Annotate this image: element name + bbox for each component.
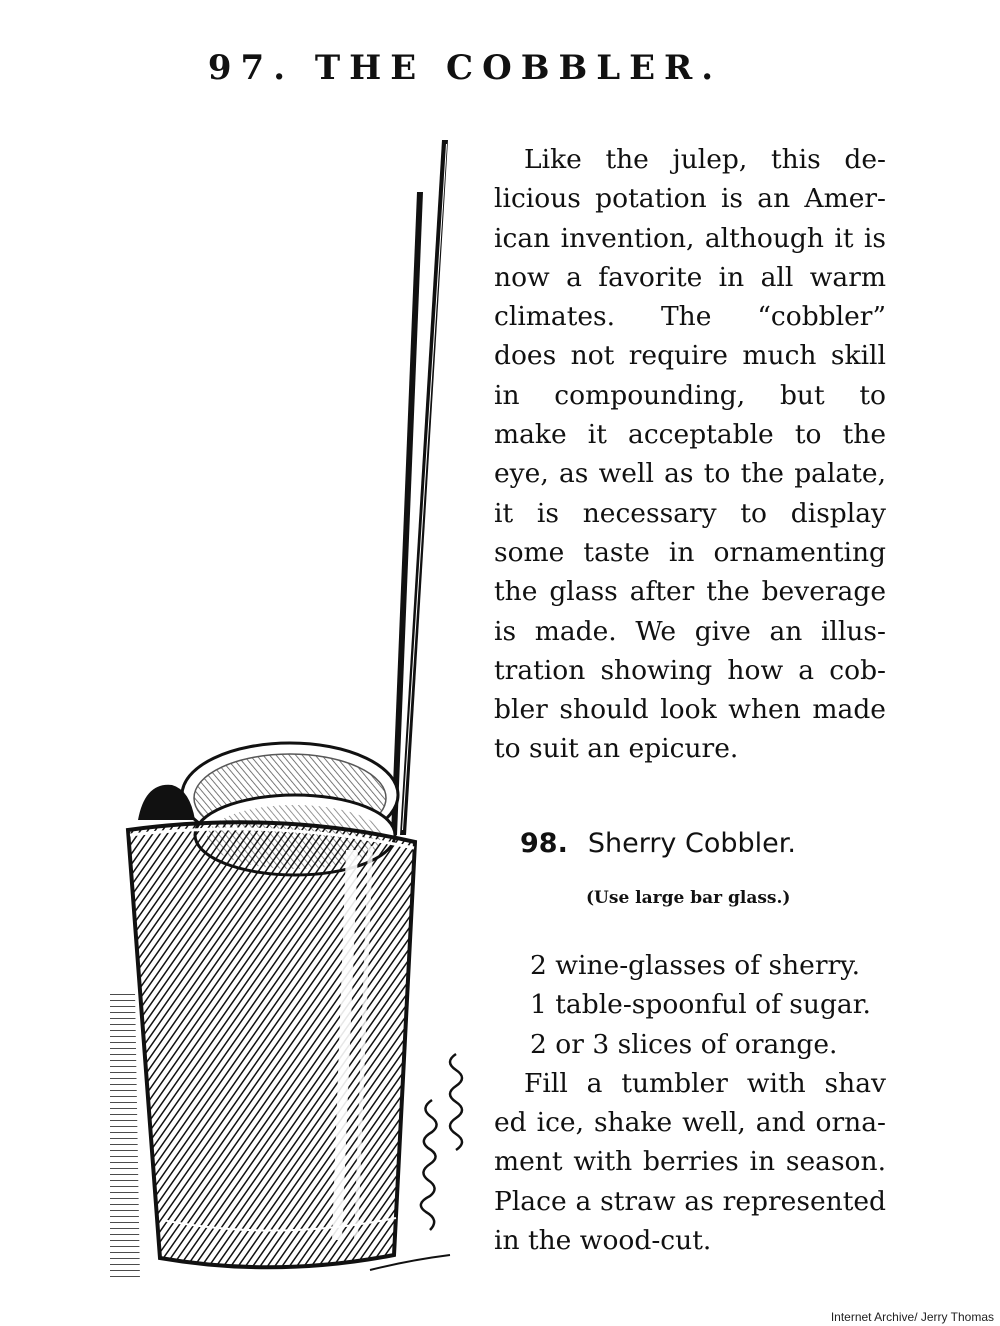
recipe-title: Sherry Cobbler. (587, 828, 796, 859)
direction-line: ment with berries in season. (494, 1146, 886, 1178)
intro-paragraph (494, 140, 886, 769)
text-line: make it acceptable to the (494, 419, 886, 451)
text-line: climates. The “cobbler” (494, 301, 886, 333)
recipe-body (494, 946, 886, 1260)
text-line: tration showing how a cob- (494, 654, 886, 686)
section-heading (0, 48, 930, 88)
text-line: to suit an epicure. (494, 733, 739, 765)
ingredient-line: 2 wine-glasses of sherry. (530, 950, 861, 981)
text-line: bler should look when made (494, 694, 886, 726)
text-line: does not require much skill (494, 340, 886, 372)
text-line: Like the julep, this de- (524, 144, 886, 175)
recipe-heading (520, 828, 796, 859)
direction-line: Fill a tumbler with shav (524, 1067, 886, 1099)
recipe-number: 98. (520, 828, 568, 859)
text-line: it is necessary to display (494, 497, 886, 529)
direction-line: ed ice, shake well, and orna- (494, 1107, 886, 1139)
heading-title: THE COBBLER. (314, 48, 723, 88)
cobbler-woodcut-illustration (110, 130, 490, 1290)
text-line: some taste in ornamenting (494, 536, 886, 568)
text-line: ican invention, although it is (494, 222, 886, 254)
text-line: in compounding, but to (494, 379, 886, 411)
glass-note: (Use large bar glass.) (586, 888, 791, 908)
text-line: eye, as well as to the palate, (494, 458, 886, 490)
text-line: the glass after the beverage (494, 576, 886, 608)
image-credit: Internet Archive/ Jerry Thomas (830, 1310, 994, 1324)
text-line: is made. We give an illus- (494, 615, 886, 647)
direction-line: in the wood-cut. (494, 1225, 712, 1257)
ingredient-line: 1 table-spoonful of sugar. (530, 989, 871, 1021)
direction-line: Place a straw as represented (494, 1185, 886, 1217)
text-line: now a favorite in all warm (494, 261, 886, 293)
text-line: licious potation is an Amer- (494, 183, 886, 215)
ingredient-line: 2 or 3 slices of orange. (530, 1028, 838, 1060)
heading-number: 97. (207, 48, 295, 88)
